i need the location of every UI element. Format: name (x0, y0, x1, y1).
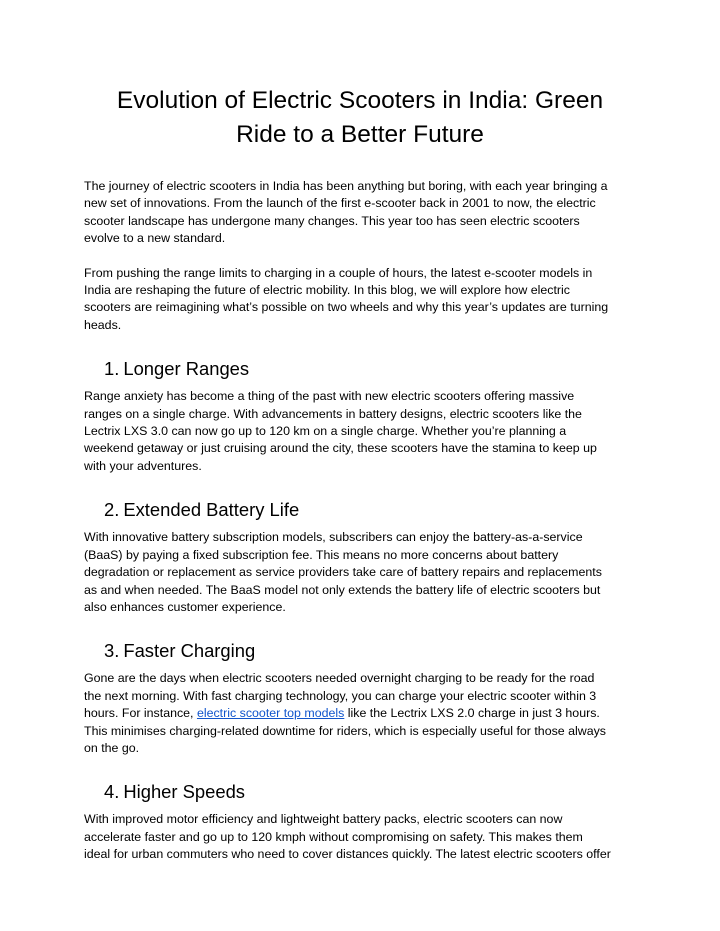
text-line: With improved motor efficiency and lightweight battery packs, electric scooters can now (84, 812, 563, 827)
text-line: the next morning. With fast charging technology, you can charge your electric scooter within 3 (84, 688, 597, 703)
text-line: with your adventures. (84, 458, 202, 473)
title-line: Ride to a Better Future (236, 121, 484, 148)
text-fragment: hours. For instance, (84, 706, 197, 721)
section-heading-extended-battery-life (104, 497, 636, 522)
text-fragment: like the Lectrix LXS 2.0 charge in just 3 hours. (344, 706, 600, 721)
title-line: Evolution of Electric Scooters in India: Green (116, 87, 604, 114)
intro-paragraph-2 (84, 265, 636, 335)
text-line: accelerate faster and go up to 120 kmph without compromising on safety. This makes them (84, 829, 583, 844)
text-line: on the go. (84, 740, 140, 755)
section-heading-text: Faster Charging (123, 640, 256, 662)
electric-scooter-top-models-link[interactable]: electric scooter top models (196, 706, 345, 721)
section-heading-faster-charging (104, 638, 636, 663)
section-paragraph-longer-ranges (84, 388, 636, 475)
section-heading-longer-ranges (104, 356, 636, 381)
text-line: Lectrix LXS 3.0 can now go up to 120 km on a single charge. Whether you’re planning a (84, 424, 567, 439)
text-line: Range anxiety has become a thing of the past with new electric scooters offering massive (84, 389, 575, 404)
text-line: (BaaS) by paying a fixed subscription fee. This means no more concerns about battery (84, 547, 559, 562)
section-paragraph-faster-charging (84, 670, 636, 757)
text-line-with-link (84, 705, 636, 722)
section-paragraph-higher-speeds (84, 811, 636, 863)
text-line: evolve to a new standard. (84, 231, 226, 246)
section-heading-text: Higher Speeds (123, 781, 246, 803)
section-number: 4. (104, 781, 120, 803)
text-line: weekend getaway or just cruising around the city, these scooters have the stamina to keep up (84, 441, 597, 456)
text-line: as and when needed. The BaaS model not only extends the battery life of electric scooters but (84, 582, 601, 597)
text-line: also enhances customer experience. (84, 599, 286, 614)
document-title (84, 84, 636, 152)
text-line: Gone are the days when electric scooters needed overnight charging to be ready for the road (84, 671, 595, 686)
section-number: 3. (104, 640, 120, 662)
intro-paragraph-1 (84, 178, 636, 248)
text-line: new set of innovations. From the launch of the first e-scooter back in 2001 to now, the electric (84, 196, 596, 211)
text-line: ranges on a single charge. With advancements in battery designs, electric scooters like the (84, 406, 582, 421)
text-line: scooters are reimagining what’s possible on two wheels and why this year’s updates are turning (84, 300, 609, 315)
text-line: From pushing the range limits to charging in a couple of hours, the latest e-scooter models in (84, 265, 593, 280)
document-page (84, 0, 636, 864)
text-line: ideal for urban commuters who need to cover distances quickly. The latest electric scooters offer (84, 847, 611, 862)
text-line: India are reshaping the future of electric mobility. In this blog, we will explore how electric (84, 283, 570, 298)
section-heading-higher-speeds (104, 779, 636, 804)
text-line: scooter landscape has undergone many changes. This year too has seen electric scooters (84, 213, 580, 228)
section-number: 1. (104, 358, 120, 380)
text-line: heads. (84, 317, 122, 332)
text-line: The journey of electric scooters in India has been anything but boring, with each year bringing a (84, 179, 608, 193)
text-line: With innovative battery subscription models, subscribers can enjoy the battery-as-a-service (84, 530, 583, 545)
section-paragraph-extended-battery-life (84, 529, 636, 616)
section-heading-text: Longer Ranges (123, 358, 250, 380)
text-line: This minimises charging-related downtime for riders, which is especially useful for those always (84, 723, 606, 738)
text-line: degradation or replacement as service providers take care of battery repairs and replacements (84, 565, 602, 580)
section-heading-text: Extended Battery Life (123, 499, 300, 521)
section-number: 2. (104, 499, 120, 521)
